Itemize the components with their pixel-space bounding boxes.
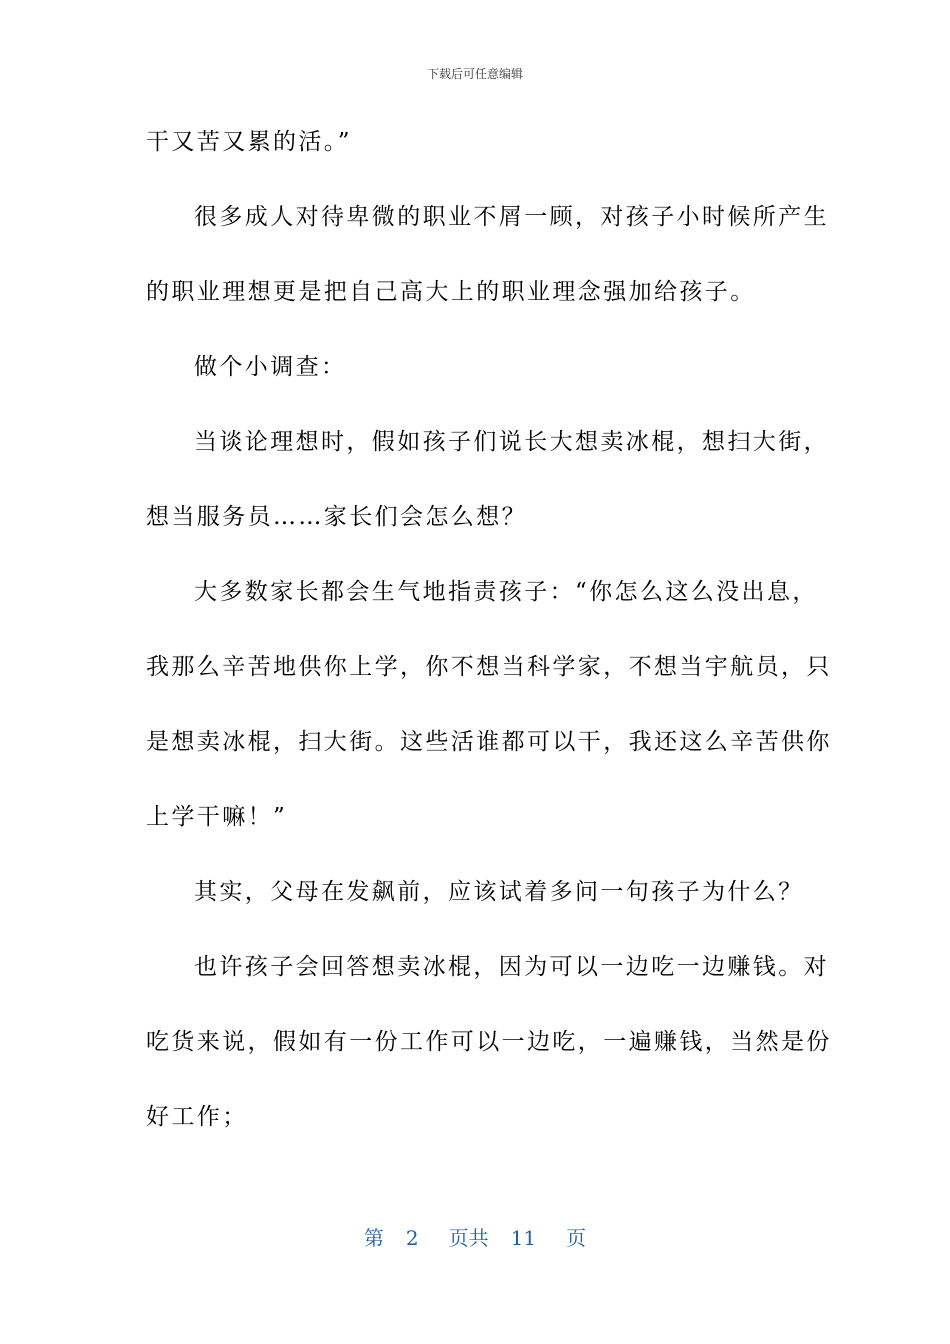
paragraph-line: 吃货来说，假如有一份工作可以一边吃，一遍赚钱，当然是份 xyxy=(146,1029,832,1055)
paragraph-line: 大多数家长都会生气地指责孩子：“你怎么这么没出息， xyxy=(194,579,818,605)
paragraph-line: 的职业理想更是把自己高大上的职业理念强加给孩子。 xyxy=(146,279,756,305)
paragraph-line: 干又苦又累的活。” xyxy=(146,129,352,155)
paragraph-line: 很多成人对待卑微的职业不屑一顾，对孩子小时候所产生 xyxy=(194,204,829,230)
paragraph-line: 我那么辛苦地供你上学，你不想当科学家，不想当宇航员，只 xyxy=(146,654,832,680)
page-header: 下载后可任意编辑 xyxy=(426,67,523,81)
page-footer xyxy=(0,1224,950,1252)
footer-suffix: 页 xyxy=(566,1226,587,1250)
paragraph-line: 其实，父母在发飙前，应该试着多问一句孩子为什么？ xyxy=(194,879,804,905)
body-text xyxy=(146,116,832,1166)
paragraph-line: 好工作； xyxy=(146,1104,248,1130)
paragraph-line: 当谈论理想时，假如孩子们说长大想卖冰棍，想扫大街， xyxy=(194,429,829,455)
footer-total-pages: 11 xyxy=(510,1226,537,1250)
footer-middle: 页共 xyxy=(448,1226,489,1250)
footer-prefix: 第 xyxy=(363,1226,384,1250)
footer-current-page: 2 xyxy=(405,1226,419,1250)
paragraph-line: 上学干嘛！” xyxy=(146,804,288,830)
paragraph-line: 是想卖冰棍，扫大街。这些活谁都可以干，我还这么辛苦供你 xyxy=(146,729,832,755)
paragraph-line: 也许孩子会回答想卖冰棍，因为可以一边吃一边赚钱。对 xyxy=(194,954,829,980)
paragraph-line: 想当服务员……家长们会怎么想？ xyxy=(146,504,527,530)
paragraph-line: 做个小调查： xyxy=(194,354,347,380)
